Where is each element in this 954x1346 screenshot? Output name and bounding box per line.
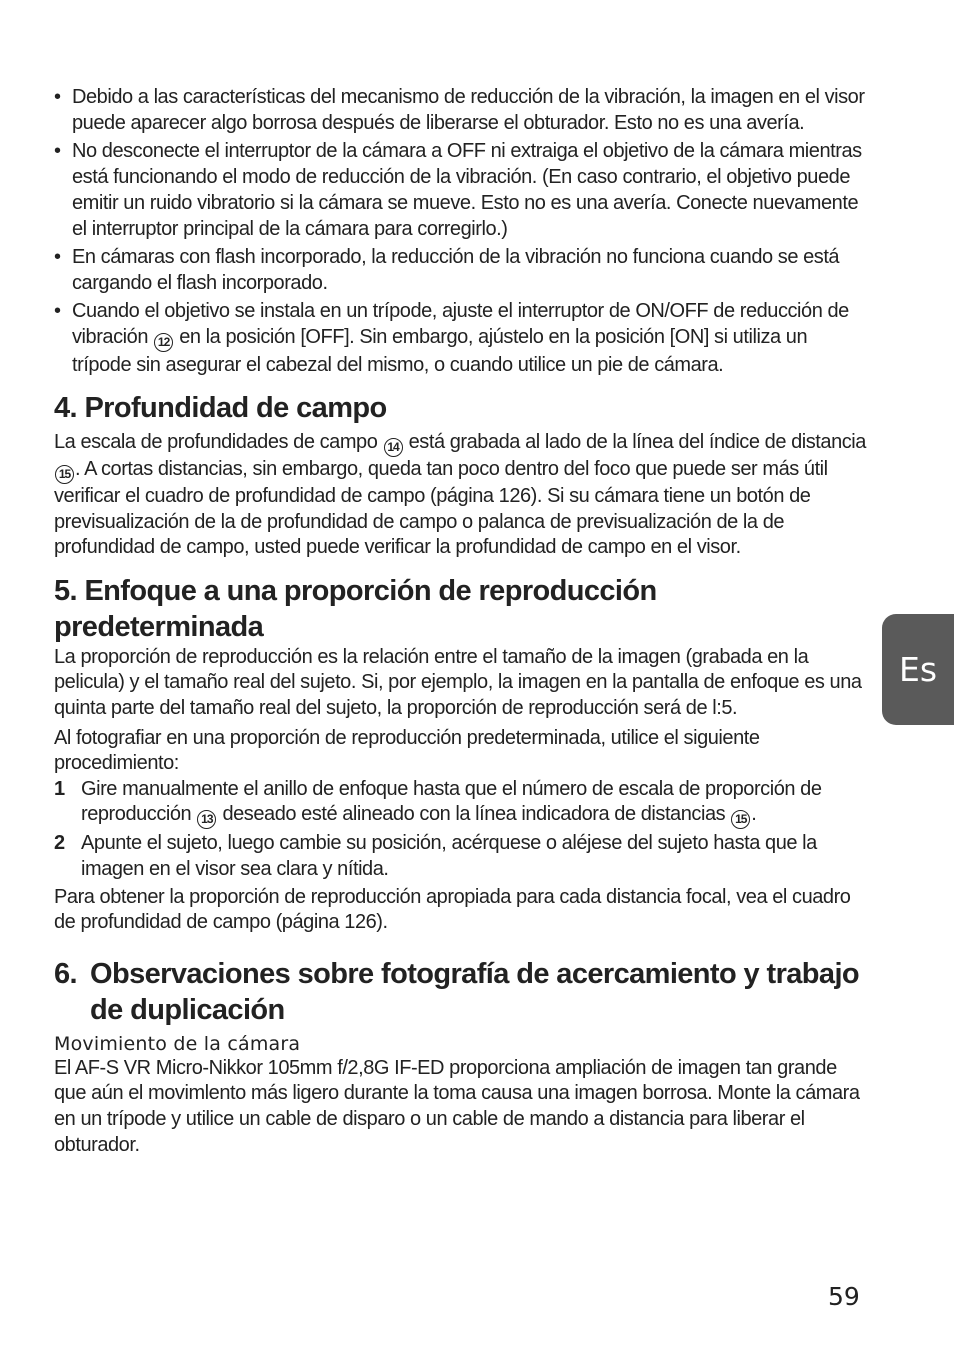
callout-number-icon: 15 [55,465,74,484]
steps-list [54,777,866,883]
list-item: • Debido a las características del mecanismo de reducción de la vibración, la imagen en el visor puede aparecer algo borrosa después de liberarse el obturador. Esto no es una avería. [54,86,865,134]
callout-number-icon: 15 [731,810,750,829]
section-paragraph: Al fotografiar en una proporción de reproducción predeterminada, utilice el siguiente procedimiento: [54,726,760,775]
subheading-camera-movement: Movimiento de la cámara [54,1032,301,1055]
callout-number-icon: 13 [197,810,216,829]
page-content [54,84,866,1158]
notes-list [54,84,866,378]
list-item: • No desconecte el interruptor de la cámara a OFF ni extraiga el objetivo de la cámara mientras está funcionando el modo de reducción de la vibración. (En caso contrario, el objetivo puede emitir un ruido vibratorio si la cámara se mueve. Esto no es una avería. Conecte nuevamente el interruptor principal de la cámara para corregirlo.) [54,140,862,240]
list-item: 1 Gire manualmente el anillo de enfoque hasta que el número de escala de proporción de reproducción 13 deseado esté alineado con la línea indicadora de distancias 15 . [54,777,866,830]
list-item: 2 Apunte el sujeto, luego cambie su posición, acérquese o aléjese del sujeto hasta que la imagen en el visor sea clara y nítida. [54,832,817,880]
language-tab: Es [882,614,954,725]
section-heading-closeup-notes: 6. Observaciones sobre fotografía de acercamiento y trabajo de duplicación [54,957,860,1026]
list-item: • Cuando el objetivo se instala en un trípode, ajuste el interruptor de ON/OFF de reducción de vibración 12 en la posición [OFF]. Sin embargo, ajústelo en la posición [ON] si utiliza un trípode sin asegurar el cabezal del mismo, o cuando utilice un pie de cámara. [54,300,849,376]
section-paragraph: Para obtener la proporción de reproducción apropiada para cada distancia focal, vea el cuadro de profundidad de campo (página 126). [54,885,851,934]
section-paragraph: La proporción de reproducción es la relación entre el tamaño de la imagen (grabada en la pelicula) y el tamaño real del sujeto. Si, por ejemplo, la imagen en la pantalla de enfoque es una quinta parte del tamaño real del sujeto, la proporción de reproducción será de l:5. [54,645,862,719]
section-paragraph: El AF-S VR Micro-Nikkor 105mm f/2,8G IF-ED proporciona ampliación de imagen tan grande que aún el movimlento más ligero durante la toma causa una imagen borrosa. Monte la cámara en un trípode y utilice un cable de disparo o un cable de mando a distancia para liberar el obturador. [54,1056,860,1156]
list-item: • En cámaras con flash incorporado, la reducción de la vibración no funciona cuando se está cargando el flash incorporado. [54,246,840,294]
section-paragraph: La escala de profundidades de campo 14 está grabada al lado de la línea del índice de distancia 15 . A cortas distancias, sin embargo, queda tan poco dentro del foco que puede ser más útil verificar el cuadro de profundidad de campo (página 126). Si su cámara tiene un botón de previsualización de la de profundidad de campo o palanca de previsualización de la de profundidad de campo, usted puede verificar la profundidad de campo en el visor. [54,431,866,559]
section-heading-reproduction-ratio: 5. Enfoque a una proporción de reproducción predeterminada [54,574,657,643]
page-number: 59 [828,1282,860,1311]
callout-number-icon: 14 [384,438,403,457]
callout-number-icon: 12 [154,333,173,352]
section-heading-depth-of-field: 4. Profundidad de campo [54,392,387,424]
